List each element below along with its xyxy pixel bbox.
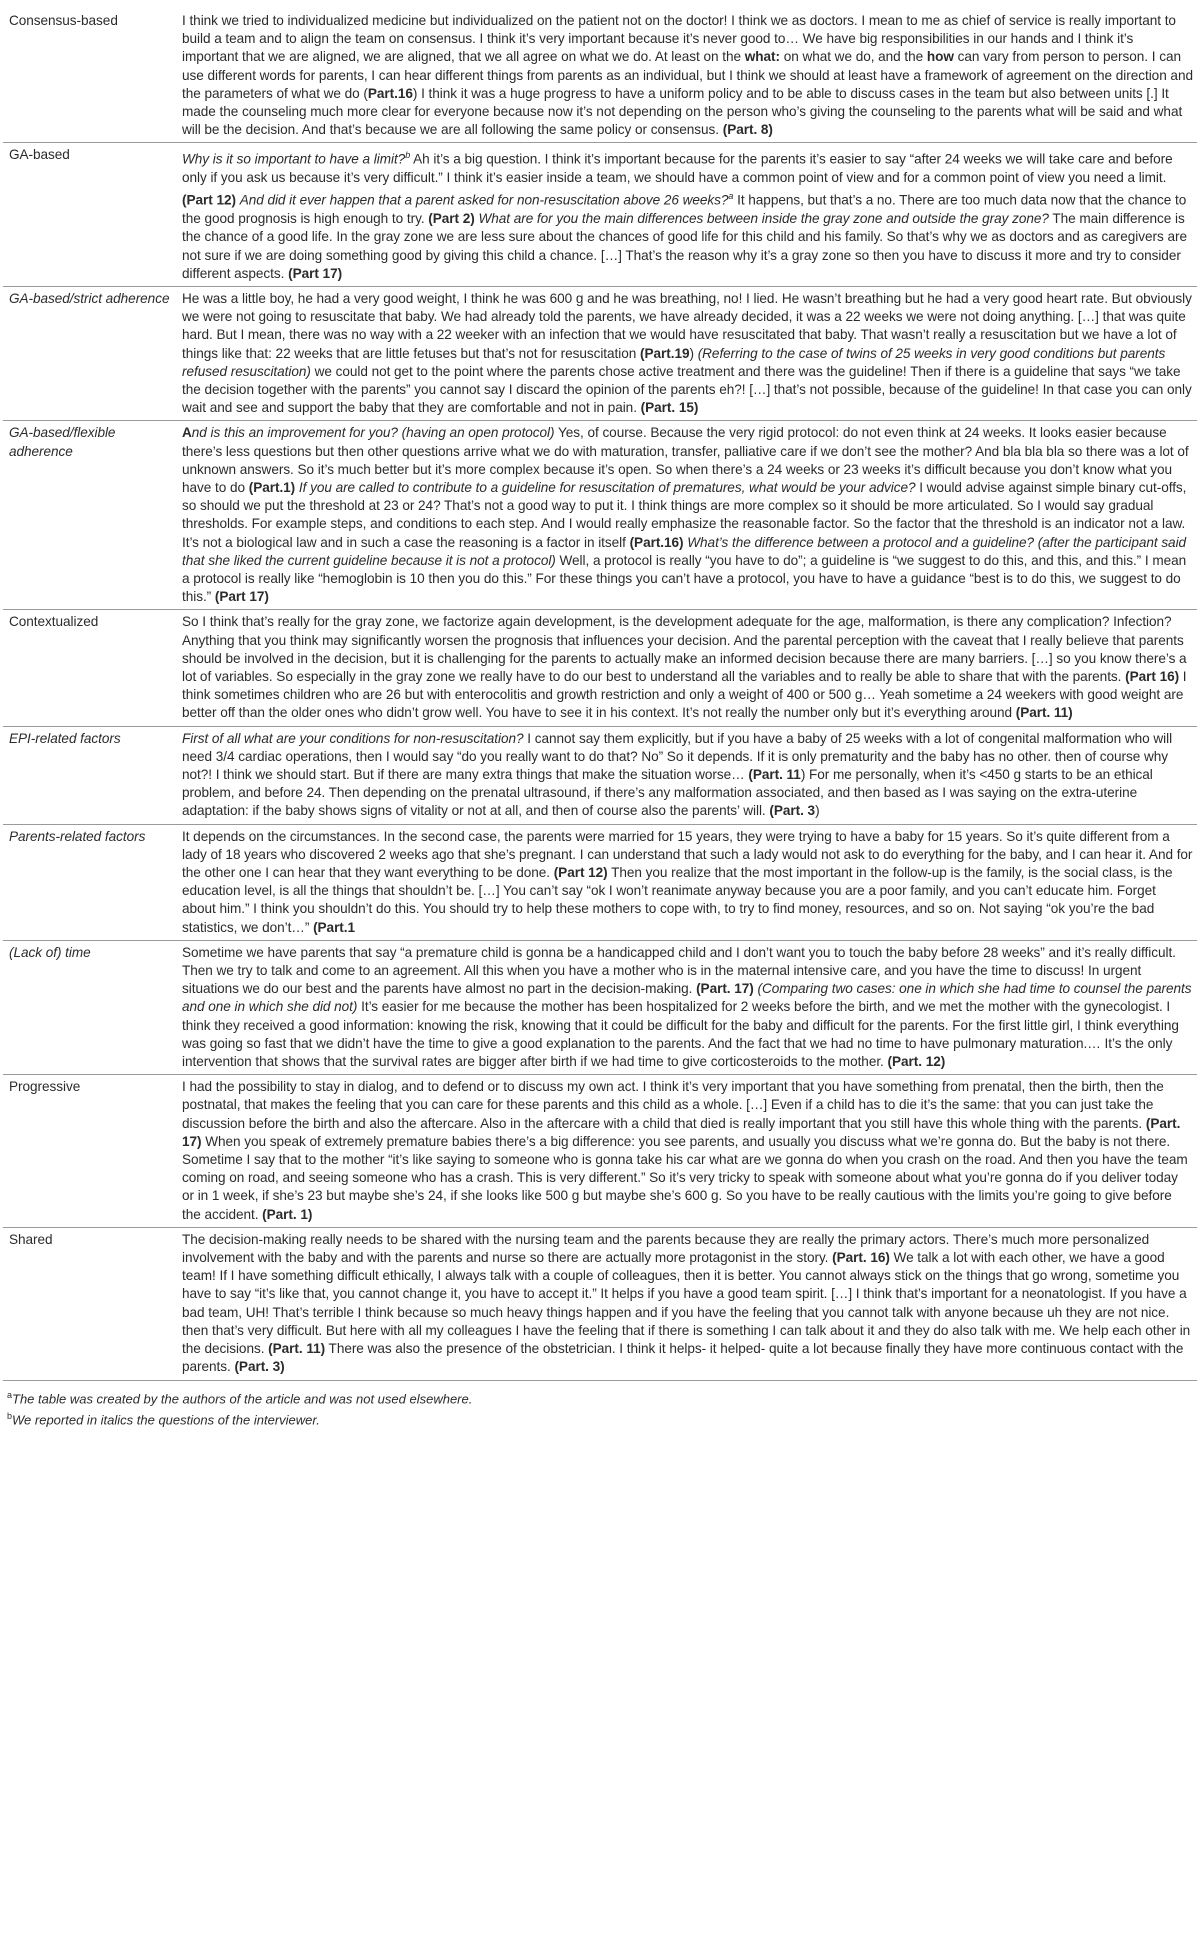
category-cell: Contextualized bbox=[3, 610, 178, 726]
quote-text: When you speak of extremely premature babies there’s a big difference: you see parents, and usually you discuss what we’re gonna do. But the baby is not there. Sometime I say that to the mother “it’s like saying to someone who is gonna take his car what are we gonna do when you crash on the road. And then you have the team coming on road, and seeing someone who has a crash. This is very different.” So it’s very tricky to speak with someone about what you’re gonna do if you deliver today or in 1 week, if she’s 23 but maybe she’s 24, if she looks like 500 g but maybe she’s 600 g. So you have to be really cautious with the limits you’re going to give before the accident. bbox=[182, 1133, 1188, 1222]
quote-text: we could not get to the point where the parents chose active treatment and there was the guideline! Then if there is a guideline that says “we take the decision together with the parents” you cannot say I discard the opinion of the parents eh?! […] that’s not possible, because of the guideline! In that case you can only wait and see and support the baby that they are comfortable and not in pain. bbox=[182, 363, 1192, 416]
interviewer-question: And did it ever happen that a parent asked for non-resuscitation above 26 weeks? bbox=[239, 192, 729, 208]
participant-ref: (Part.16) bbox=[629, 534, 684, 550]
table-row bbox=[3, 824, 1197, 940]
participant-ref: (Part. 1) bbox=[262, 1206, 313, 1222]
quote-text: Sometime we have parents that say “a premature child is gonna be a handicapped child and I don’t want you to touch the baby before 28 weeks” and it’s really difficult. Then we try to talk and come to an agreement. All this when you have a mother who is in the maternal intensive care, and you have the time to discuss! In urgent situations we do our best and the parents have almost no part in the decision-making. bbox=[182, 944, 1176, 997]
quotes-table bbox=[3, 10, 1197, 1381]
quote-cell bbox=[178, 1227, 1197, 1381]
participant-ref: (Part 17) bbox=[214, 589, 269, 605]
quote-text: ) bbox=[815, 803, 820, 819]
quote-cell bbox=[178, 940, 1197, 1074]
table-row bbox=[3, 10, 1197, 143]
quote-text: So I think that’s really for the gray zone, we factorize again development, is the development adequate for the age, malformation, is there any complication? Infection? Anything that you think may significantly worsen the prognosis that influences your decision. And the parental perception with the caveat that I really believe that parents should be involved in the decision, but it is challenging for the parents to actually make an informed decision because there are many barriers. […] so you know there’s a lot of variables. So especially in the gray zone we really have to do our best to understand all the variables and to really be able to share that with the parents. bbox=[182, 614, 1187, 684]
participant-ref: (Part. 12) bbox=[887, 1054, 946, 1070]
quotes-table-body bbox=[3, 10, 1197, 1381]
participant-ref: (Part. 3 bbox=[769, 803, 816, 819]
footnote-text: We reported in italics the questions of the interviewer. bbox=[12, 1412, 320, 1428]
interviewer-question: nd is this an improvement for you? (having an open protocol) bbox=[191, 425, 555, 441]
category-cell: GA-based/flexible adherence bbox=[3, 421, 178, 610]
interviewer-question: First of all what are your conditions for non-resuscitation? bbox=[182, 730, 524, 746]
quote-text: There was also the presence of the obstetrician. I think it helps- it helped- quite a lot because finally they have more continuous contact with the parents. bbox=[182, 1341, 1184, 1375]
category-cell: Shared bbox=[3, 1227, 178, 1381]
footnote-mark: a bbox=[7, 1390, 13, 1401]
quote-text: We talk a lot with each other, we have a good team! If I have something difficult ethically, I always talk with a couple of colleagues, then it is better. You cannot always stick on the things that go wrong, sometime you have to say “it’s like that, you cannot change it, you have to accept it.” It helps if you have a good team spirit. […] I think that’s important for a neonatologist. If you have a bad team, UH! That’s terrible I think because so much heavy things happen and if you have the feeling that you cannot talk with anyone because uh they are not nice. then that’s very difficult. But here with all my colleagues I have the feeling that if there is something I can talk about it and they do also talk with me. We help each other in the decisions. bbox=[182, 1250, 1191, 1357]
interviewer-question: What’s the difference between a protocol and a guideline? (after the participant said that she liked the current guideline because it is not a protocol) bbox=[182, 534, 1187, 568]
participant-ref: (Part. 11 bbox=[748, 766, 801, 782]
quote-cell bbox=[178, 421, 1197, 610]
quote-text: can vary from person to person. I can use different words for parents, I can hear different things from parents as an individual, but I think we should at least have a framework of agreement on the direction and the parameters of what we do ( bbox=[182, 49, 1193, 101]
table-footnotes bbox=[3, 1387, 1197, 1428]
table-row bbox=[3, 1075, 1197, 1228]
category-cell: EPI-related factors bbox=[3, 726, 178, 824]
quote-text: I think sometimes children who are 26 but with enterocolitis and growth restriction and only a weight of 400 or 500 g… Yeah sometime a 24 weekers with good weight are better off than the older ones who didn’t grow well. You have to see it in his context. It’s not really the number only but it’s everything around bbox=[182, 668, 1187, 721]
participant-ref: (Part. 8) bbox=[722, 122, 773, 138]
participant-ref: (Part 16) bbox=[1125, 668, 1180, 684]
participant-ref: (Part.1 bbox=[313, 919, 356, 935]
participant-ref: A bbox=[182, 425, 192, 441]
footnote bbox=[7, 1387, 1197, 1407]
table-row bbox=[3, 940, 1197, 1074]
quote-text: on what we do, and the bbox=[779, 49, 927, 65]
interviewer-question: Why is it so important to have a limit? bbox=[182, 151, 406, 167]
table-row bbox=[3, 421, 1197, 610]
participant-ref: (Part. 17) bbox=[182, 1115, 1181, 1149]
table-row bbox=[3, 1227, 1197, 1381]
quote-text: ) I think it was a huge progress to have a uniform policy and to be able to discuss cases in the team but also between units [.] It made the counseling much more clear for everyone because now it’s not depending on the person who’s giving the counseling to the parents what will be said and what will be the decision. And that’s because we are all following the same policy or consensus. bbox=[182, 85, 1183, 138]
quote-cell bbox=[178, 610, 1197, 726]
table-row bbox=[3, 610, 1197, 726]
quote-text: It happens, but that’s a no. There are too much data now that the chance to the good prognosis is high enough to try. bbox=[182, 192, 1187, 227]
table-row bbox=[3, 143, 1197, 286]
quote-text: I would advise against simple binary cut-offs, so should we put the threshold at 23 or 24? That’s not a good way to put it. I think things are more complex so it should be more articulated. So I would say gradual thresholds. For example steps, and conditions to each step. And I would really emphasize the reasonable factor. So the factor that the threshold is an indicator not a law. It’s not a biological law and in such a case the reasoning is a factor in itself bbox=[182, 479, 1187, 550]
quote-text: Ah it’s a big question. I think it’s important because for the parents it’s easier to say “after 24 weeks we will take care and before only if you ask us because it’s very difficult.” I think it’s easier inside a team, we should have a common point of view and for a common point of view you need a limit. bbox=[182, 151, 1173, 186]
footnote-mark: b bbox=[7, 1410, 13, 1421]
quote-text: Well, a protocol is really “you have to do”; a guideline is “we suggest to do this, and this, and this.” I mean a protocol is really like “hemoglobin is 10 then you do this.” For these things you can’t have a protocol, you have to have a guidance “best is to do this, we suggest to do this.” bbox=[182, 552, 1187, 605]
participant-ref: (Part.19 bbox=[640, 345, 690, 361]
participant-ref: (Part. 17) bbox=[696, 981, 754, 997]
quote-text: He was a little boy, he had a very good weight, I think he was 600 g and he was breathing, no! I lied. He wasn’t breathing but he had a very good heart rate. But obviously we were not going to resuscitate that baby. We had already told the parents, we have already decided, it was a 22 weeks we were not doing anything. […] that was quite hard. But I mean, there was no way with a 22 weeker with an infection that we would have resuscitated that baby. That wasn’t really a resuscitation but we have a lot of things like that: 22 weeks that are little fetuses but that’s not for resuscitation bbox=[182, 290, 1192, 361]
quote-text: Yes, of course. Because the very rigid protocol: do not even think at 24 weeks. It looks easier because there’s less questions but then other questions arrive what we do with maturation, transfer, palliative care if we don’t see the mother? And bla bla bla so there was a lot of unknown answers. So it’s much better but it’s more complex because it’s open. So when there’s a 24 weeks or 23 weeks it’s difficult because you don’t know what you have to do bbox=[182, 425, 1189, 495]
quote-text: I had the possibility to stay in dialog, and to defend or to discuss my own act. I think it’s very important that you have something from prenatal, then the birth, then the postnatal, that makes the feeling that you can care for these parents and this child as a whole. […] Even if a child has to die it’s the same: that you can just take the discussion before the birth and also the aftercare. Also in the aftercare with a child that died is really important that you still have this whole thing with the parents. bbox=[182, 1079, 1164, 1131]
quote-cell bbox=[178, 286, 1197, 420]
footnote-mark: a bbox=[728, 191, 734, 202]
quote-text: ) For me personally, when it’s <450 g starts to be an ethical problem, and before 24. Then depending on the prenatal ultrasound, if there’s any malformation associated, and then based as I was saying on the extra-uterine adaptation: if the baby shows signs of vitality or not at all, and then of course also the parents’ will. bbox=[182, 766, 1153, 819]
footnote bbox=[7, 1408, 1197, 1428]
interviewer-question: What are for you the main differences between inside the gray zone and outside the gray zone? bbox=[478, 211, 1049, 227]
category-cell: GA-based/strict adherence bbox=[3, 286, 178, 420]
participant-ref: (Part 12) bbox=[553, 865, 608, 880]
quote-cell bbox=[178, 824, 1197, 940]
category-cell: Progressive bbox=[3, 1075, 178, 1228]
quote-text: I think we tried to individualized medicine but individualized on the patient not on the doctor! I think we as doctors. I mean to me as chief of service is really important to build a team and to align the team on consensus. I think it’s very important because it’s never good to… We have big responsibilities in our hands and I think it’s important that we are aligned, we are aligned, that we all agree on what we do. At least on the bbox=[182, 13, 1176, 65]
category-cell: Parents-related factors bbox=[3, 824, 178, 940]
participant-ref: (Part 12) bbox=[182, 192, 236, 208]
table-row bbox=[3, 286, 1197, 420]
quote-text: Then you realize that the most important in the follow-up is the family, is the social class, is the education level, is all the things that shouldn’t be. […] You can’t say “ok I won’t reanimate anyway because you are a poor family, and you can’t educate him. Forget about him.” I think you shouldn’t do this. You should try to help these mothers to cope with, to try to find money, resources, and so on. Not saying “ok you’re the bad statistics, we don’t…” bbox=[182, 865, 1173, 935]
category-cell: Consensus-based bbox=[9, 13, 118, 28]
participant-ref: (Part. 16) bbox=[832, 1250, 890, 1266]
quote-text: I cannot say them explicitly, but if you have a baby of 25 weeks with a lot of congenital malformation who will need 3/4 cardiac operations, then I would say “do you really want to do that? No” So it depends. If it is only prematurity and the baby has no other. then of course why not?! I think we should start. But if there are many extra things that make the situation worse… bbox=[182, 730, 1173, 782]
participant-ref: how bbox=[926, 49, 954, 65]
footnote-text: The table was created by the authors of the article and was not used elsewhere. bbox=[12, 1391, 473, 1407]
participant-ref: (Part. 11) bbox=[268, 1341, 326, 1357]
interviewer-question: If you are called to contribute to a guideline for resuscitation of prematures, what would be your advice? bbox=[298, 479, 916, 495]
quote-cell bbox=[178, 10, 1197, 143]
participant-ref: Part.16 bbox=[367, 85, 413, 101]
table-row bbox=[3, 726, 1197, 824]
quote-cell bbox=[178, 726, 1197, 824]
participant-ref: (Part. 3) bbox=[234, 1359, 285, 1375]
quote-text: It depends on the circumstances. In the second case, the parents were married for 15 years, they were trying to have a baby for 15 years. So it’s quite different from a lady of 18 years who discovered 2 weeks ago that she’s pregnant. I can understand that such a lady would not ask to do everything for the baby, and I can hear it. And for the other one I can hear that they want everything to be done. bbox=[182, 828, 1193, 880]
quote-text: ) bbox=[689, 345, 698, 361]
participant-ref: (Part. 11) bbox=[1015, 705, 1073, 721]
interviewer-question: (Referring to the case of twins of 25 weeks in very good conditions but parents refused resuscitation) bbox=[182, 345, 1166, 379]
quote-text: It’s easier for me because the mother has been hospitalized for 2 weeks before the birth, and we met the mother with the gynecologist. I think they received a good information: knowing the risk, knowing that it could be difficult for the baby and difficult for the parents. For the first little girl, I think everything was going so fast that we didn’t have the time to give a good explanation to the parents. And the fact that we had no time to have pulmonary maturation.… It’s the only intervention that shows that the survival rates are bigger after birth if we had time to give corticosteroids to the mother. bbox=[182, 999, 1179, 1070]
quote-text: The main difference is the chance of a good life. In the gray zone we are less sure about the chances of good life for this child and his family. So that’s why we as doctors and as caregivers are not sure if we are doing something good by giving this child a chance. […] That’s the reason why it’s a gray zone so then you have to discuss it more and try to consider different aspects. bbox=[182, 211, 1187, 281]
quote-cell bbox=[178, 143, 1197, 286]
participant-ref: what: bbox=[744, 49, 780, 65]
participant-ref: (Part 17) bbox=[288, 265, 343, 281]
interviewer-question: (Comparing two cases: one in which she had time to counsel the parents and one in which she did not) bbox=[182, 981, 1192, 1015]
category-cell: (Lack of) time bbox=[3, 940, 178, 1074]
participant-ref: (Part 2) bbox=[428, 211, 475, 227]
category-cell: GA-based bbox=[3, 143, 178, 286]
footnote-mark: b bbox=[405, 150, 411, 161]
participant-ref: (Part. 15) bbox=[640, 400, 699, 416]
quote-cell bbox=[178, 1075, 1197, 1228]
participant-ref: (Part.1) bbox=[248, 479, 296, 495]
quote-text: The decision-making really needs to be shared with the nursing team and the parents because they are really the primary actors. There’s much more personalized involvement with the baby and with the parents and nurse so there are actually more protagonist in the story. bbox=[182, 1231, 1150, 1266]
